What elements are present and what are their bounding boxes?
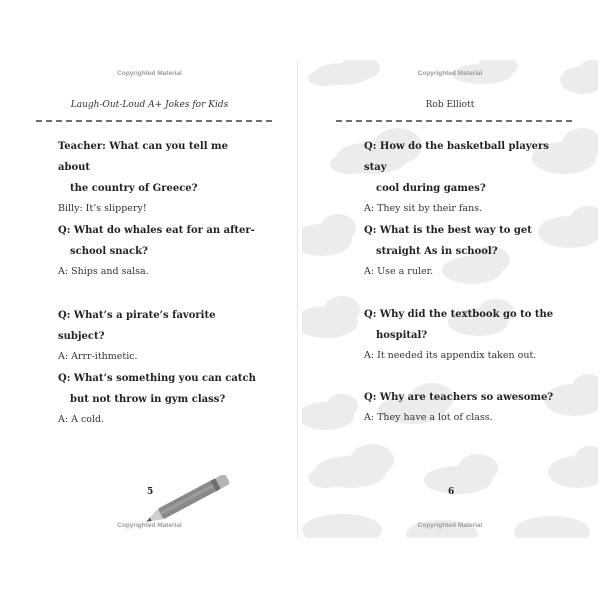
copyright-notice-bottom: Copyrighted Material	[117, 522, 182, 529]
joke-answer: Billy: It’s slippery!	[58, 203, 147, 214]
pencil-icon	[135, 475, 240, 525]
question-line-2: the country of Greece?	[70, 183, 198, 194]
page-number: 6	[448, 487, 455, 497]
joke-item	[364, 304, 564, 363]
copyright-notice-top: Copyrighted Material	[117, 70, 182, 77]
joke-item	[364, 136, 564, 216]
cloud-shape	[308, 444, 394, 488]
joke-item	[58, 305, 258, 364]
joke-question	[364, 304, 564, 346]
book-title-header: Laugh-Out-Loud A+ Jokes for Kids	[70, 100, 229, 110]
joke-question	[58, 220, 258, 262]
cloud-shape	[302, 296, 360, 338]
question-line-2: cool during games?	[376, 183, 486, 194]
copyright-notice-bottom: Copyrighted Material	[417, 522, 483, 529]
joke-answer: A: A cold.	[58, 414, 105, 425]
joke-item	[364, 387, 564, 425]
question-line-2: school snack?	[70, 246, 148, 257]
joke-question: Q: Why are teachers so awesome?	[364, 392, 554, 403]
joke-answer: A: Arrr-ithmetic.	[58, 351, 138, 362]
joke-answer: A: They sit by their fans.	[364, 203, 483, 214]
cloud-shape	[560, 60, 598, 94]
joke-answer: A: They have a lot of class.	[364, 412, 493, 423]
question-line-2: straight As in school?	[376, 246, 498, 257]
copyright-notice-top: Copyrighted Material	[417, 70, 483, 77]
cloud-shape	[302, 394, 358, 430]
question-line-1: Q: Why did the textbook go to the	[364, 309, 554, 320]
joke-question: Q: What’s a pirate’s favorite subject?	[58, 310, 216, 342]
left-page	[2, 60, 298, 538]
question-line-1: Q: What is the best way to get	[364, 225, 532, 236]
joke-answer: A: Ships and salsa.	[58, 266, 149, 277]
joke-item	[58, 136, 258, 216]
joke-question	[58, 136, 258, 199]
question-line-2: but not throw in gym class?	[70, 394, 226, 405]
cloud-shape	[548, 446, 598, 488]
cloud-shape	[424, 454, 498, 494]
author-name-header: Rob Elliott	[425, 100, 475, 110]
question-line-1: Teacher: What can you tell me about	[58, 141, 228, 173]
cloud-shape	[302, 214, 356, 256]
right-page	[302, 60, 598, 538]
joke-item	[364, 220, 564, 279]
cloud-background	[302, 60, 598, 538]
joke-answer: A: It needed its appendix taken out.	[364, 350, 537, 361]
joke-question	[58, 368, 258, 410]
question-line-1: Q: How do the basketball players stay	[364, 141, 549, 173]
joke-item	[58, 220, 258, 279]
joke-question	[364, 136, 564, 199]
question-line-1: Q: What’s something you can catch	[58, 373, 256, 384]
page-number: 5	[147, 487, 154, 497]
joke-item	[58, 368, 258, 427]
joke-question	[364, 220, 564, 262]
question-line-1: Q: What do whales eat for an after-	[58, 225, 255, 236]
dashed-divider	[336, 120, 572, 122]
dashed-divider	[36, 120, 272, 122]
question-line-2: hospital?	[376, 330, 428, 341]
joke-answer: A: Use a ruler.	[364, 266, 434, 277]
